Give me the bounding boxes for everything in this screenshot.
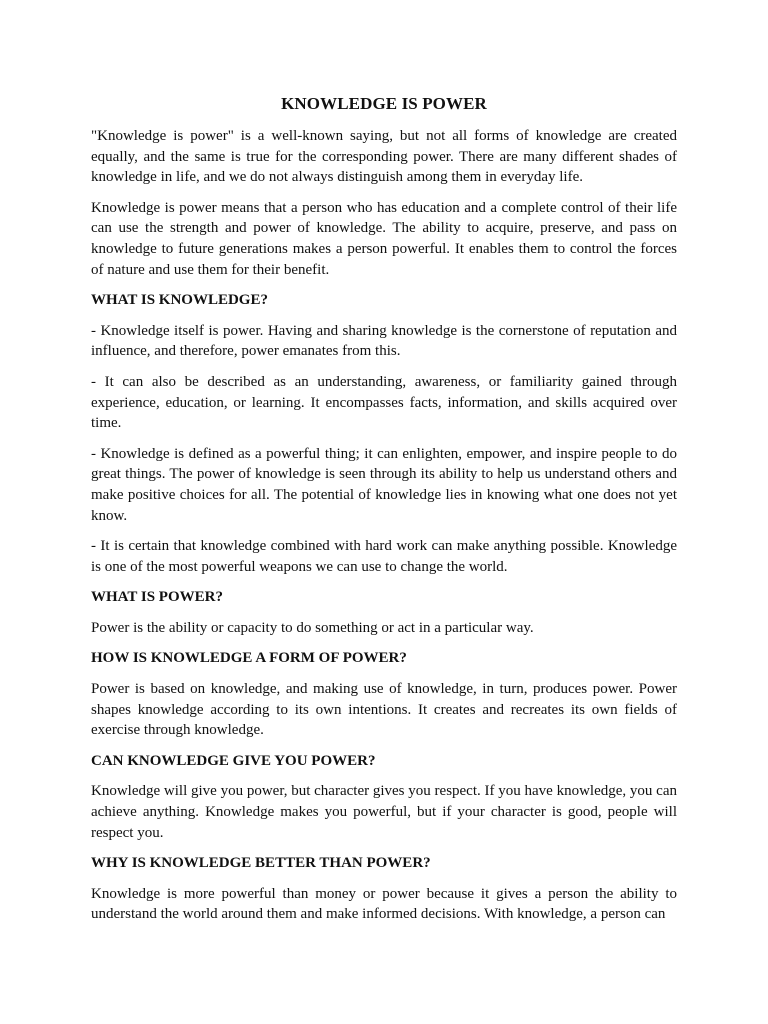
section-heading-knowledge-form-of-power: HOW IS KNOWLEDGE A FORM OF POWER? xyxy=(91,650,407,667)
body-paragraph: Power is based on knowledge, and making use of knowledge, in turn, produces power. Power shapes knowledge according to its own intentions. It creates and recreates its own fields of exercise through knowledge. xyxy=(91,681,677,739)
section-heading-knowledge-give-power: CAN KNOWLEDGE GIVE YOU POWER? xyxy=(91,752,376,769)
intro-paragraph: "Knowledge is power" is a well-known saying, but not all forms of knowledge are created equally, and the same is true for the corresponding power. There are many different shades of knowledge in life, and we do not always distinguish among them in everyday life. xyxy=(91,128,677,186)
section-heading-what-is-power: WHAT IS POWER? xyxy=(91,589,223,606)
body-paragraph: - It is certain that knowledge combined with hard work can make anything possible. Knowledge is one of the most powerful weapons we can use to change the world. xyxy=(91,538,677,575)
body-paragraph: - It can also be described as an understanding, awareness, or familiarity gained through experience, education, or learning. It encompasses facts, information, and skills acquired over time. xyxy=(91,373,677,432)
intro-paragraph: Knowledge is power means that a person who has education and a complete control of their life can use the strength and power of knowledge. The ability to acquire, preserve, and pass on knowledge to future generations makes a person powerful. It enables them to control the forces of nature and use them for their benefit. xyxy=(91,199,677,278)
document-title: KNOWLEDGE IS POWER xyxy=(281,94,487,113)
body-paragraph: Power is the ability or capacity to do something or act in a particular way. xyxy=(91,619,534,636)
body-paragraph: - Knowledge is defined as a powerful thing; it can enlighten, empower, and inspire people to do great things. The power of knowledge is seen through its ability to help us understand others and make positive choices for all. The potential of knowledge lies in knowing what one does not yet know. xyxy=(91,445,677,524)
body-paragraph: Knowledge will give you power, but character gives you respect. If you have knowledge, you can achieve anything. Knowledge makes you powerful, but if your character is good, people will respect you. xyxy=(91,783,677,841)
section-heading-knowledge-better-than-power: WHY IS KNOWLEDGE BETTER THAN POWER? xyxy=(91,855,431,872)
body-paragraph: Knowledge is more powerful than money or power because it gives a person the ability to understand the world around them and make informed decisions. With knowledge, a person can xyxy=(91,885,677,923)
section-heading-what-is-knowledge: WHAT IS KNOWLEDGE? xyxy=(91,292,268,309)
body-paragraph: - Knowledge itself is power. Having and sharing knowledge is the cornerstone of reputation and influence, and therefore, power emanates from this. xyxy=(91,322,677,360)
